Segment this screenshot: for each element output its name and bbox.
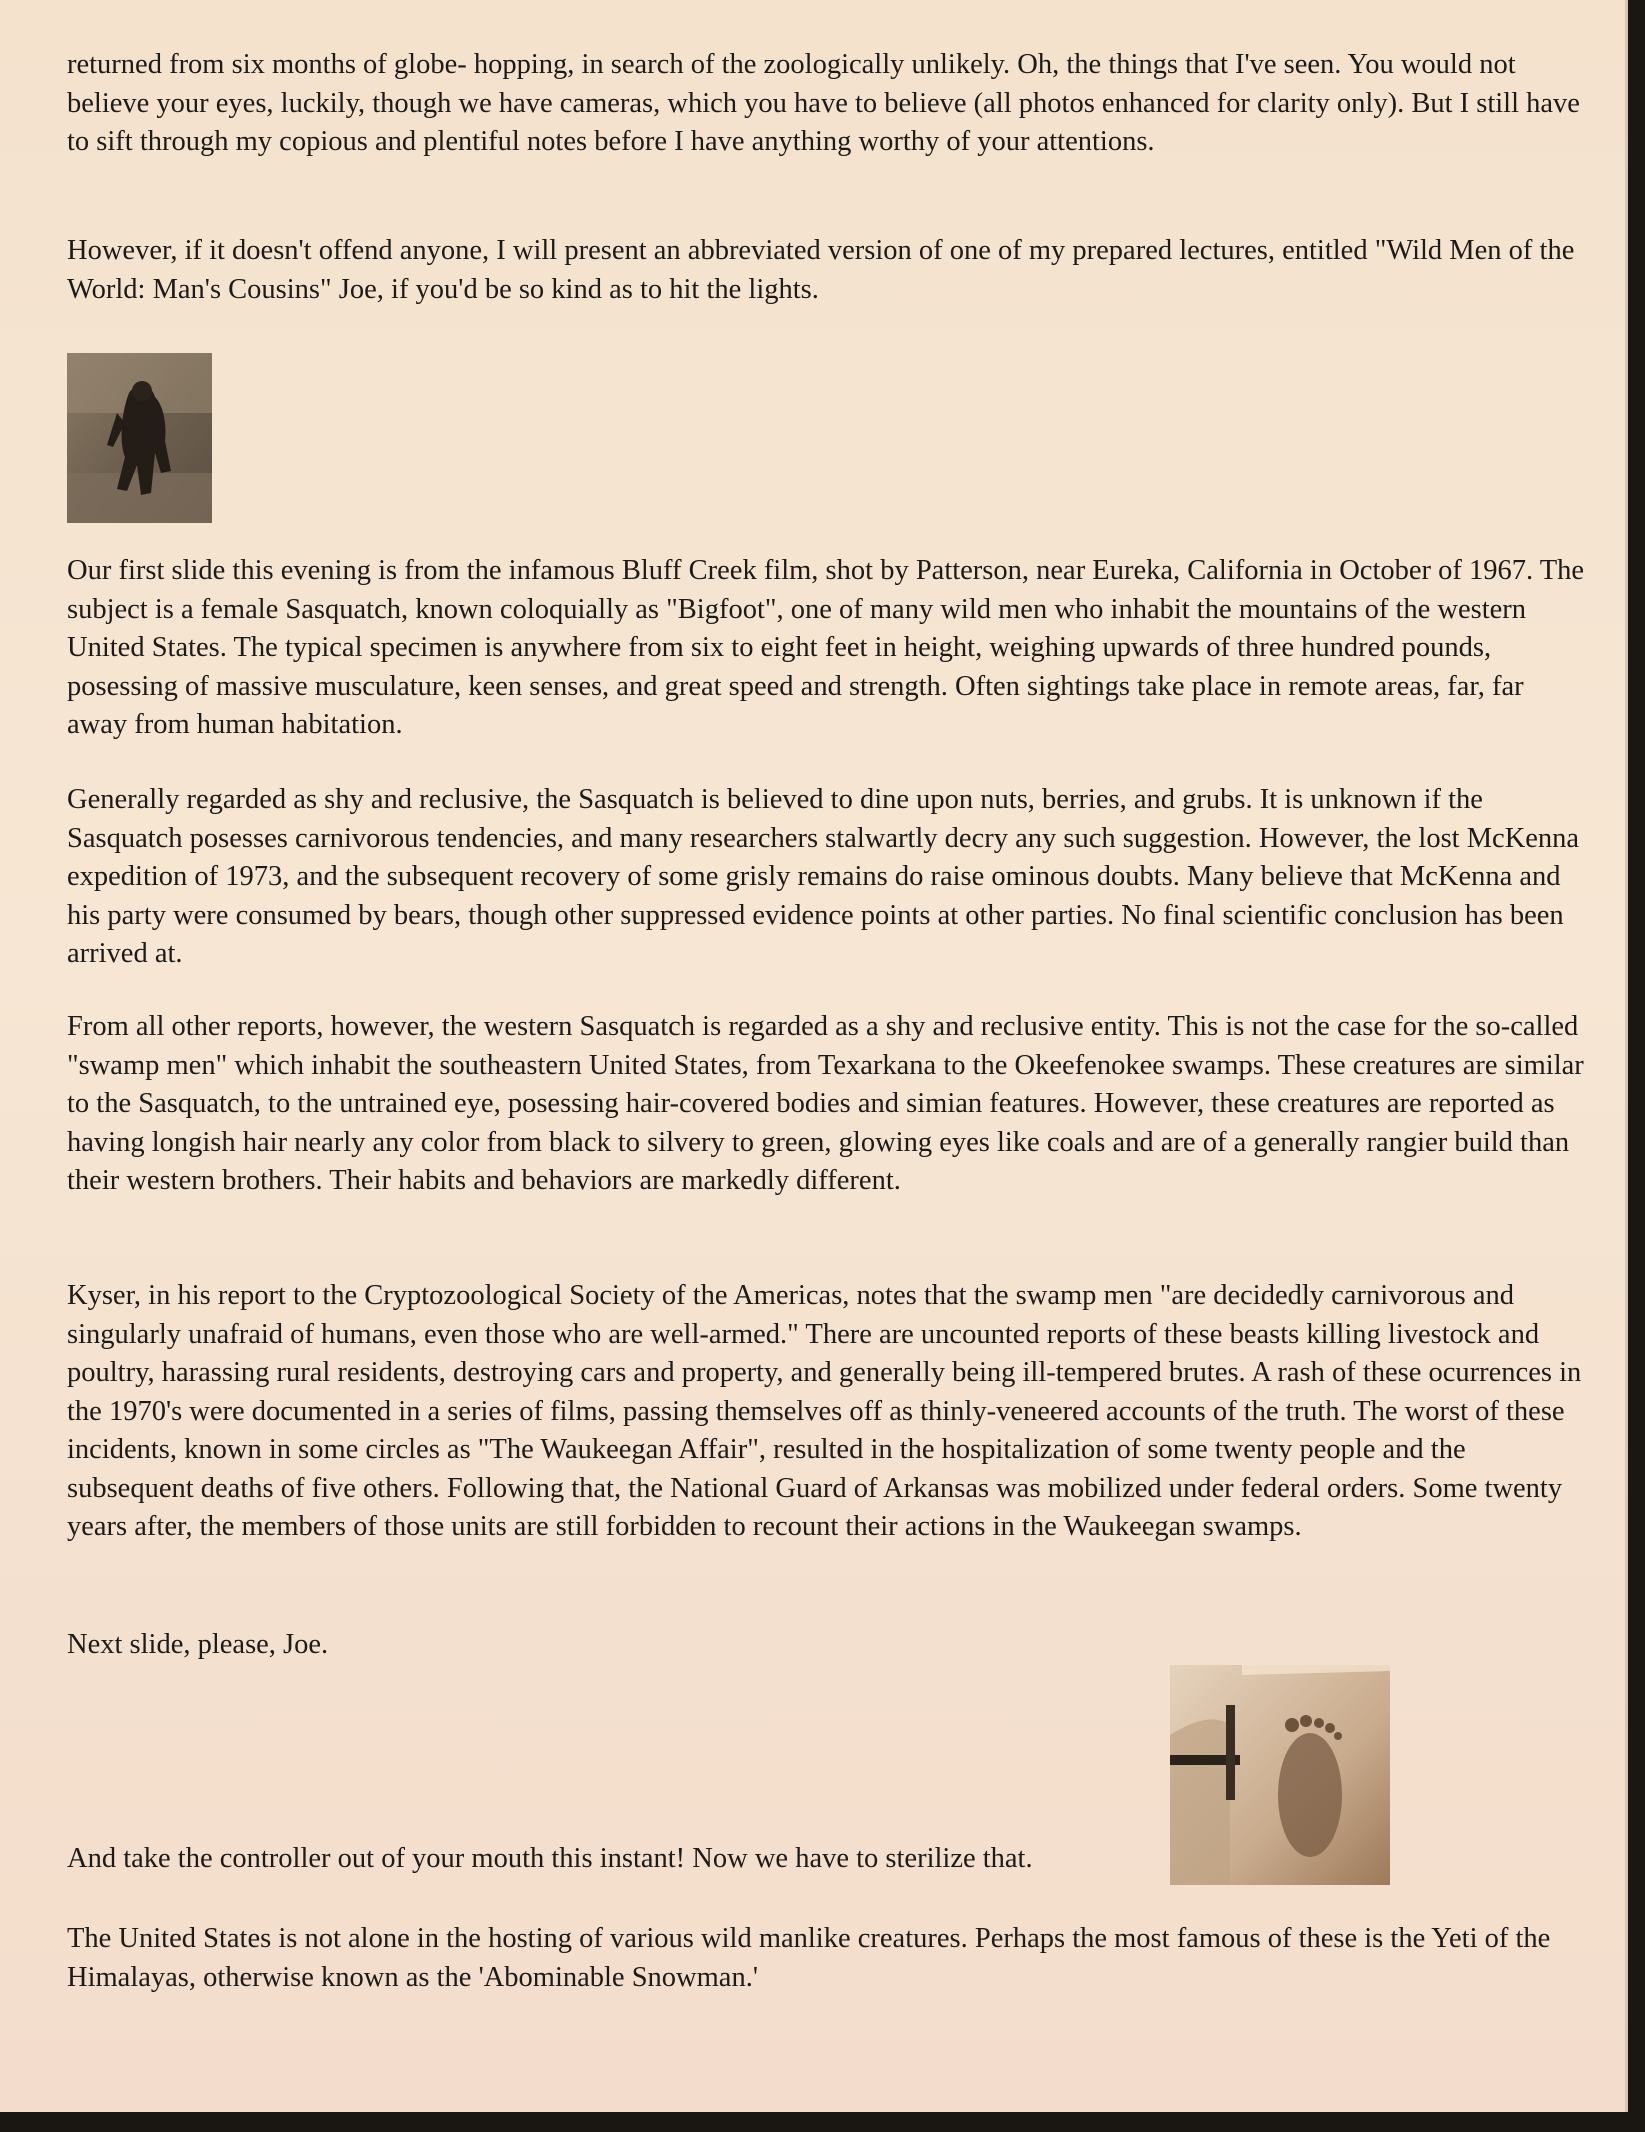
paragraph-controller: And take the controller out of your mouth this instant! Now we have to sterilize that. xyxy=(67,1843,1033,1874)
footprint-cast-photo xyxy=(1170,1665,1390,1885)
paragraph-diet: Generally regarded as shy and reclusive, the Sasquatch is believed to dine upon nuts, berries, and grubs. It is unknown if the Sasquatch posesses carnivorous tendencies, and many researchers stalwartly decry any such suggestion. However, the lost McKenna expedition of 1973, and the subsequent recovery of some grisly remains do raise ominous doubts. Many believe that McKenna and his party were consumed by bears, though other suppressed evidence points at other parties. No final scientific conclusion has been arrived at. xyxy=(67,784,1580,969)
bigfoot-photo xyxy=(67,353,212,523)
paragraph-kyser-report: Kyser, in his report to the Cryptozoological Society of the Americas, notes that the swamp men "are decidedly carnivorous and singularly unafraid of humans, even those who are well-armed." There are uncounted reports of these beasts killing livestock and poultry, harassing rural residents, destroying cars and property, and generally being ill-tempered brutes. A rash of these ocurrences in the 1970's were documented in a series of films, passing themselves off as thinly-veneered accounts of the truth. The worst of these incidents, known in some circles as "The Waukeegan Affair", resulted in the hospitalization of some twenty people and the subsequent deaths of five others. Following that, the National Guard of Arkansas was mobilized under federal orders. Some twenty years after, the members of those units are still forbidden to recount their actions in the Waukeegan swamps. xyxy=(67,1280,1582,1542)
paragraph-yeti: The United States is not alone in the hosting of various wild manlike creatures. Perhaps the most famous of these is the Yeti of the Himalayas, otherwise known as the 'Abominable Snowman.' xyxy=(67,1923,1551,1993)
paragraph-lecture: However, if it doesn't offend anyone, I will present an abbreviated version of one of my prepared lectures, entitled "Wild Men of the World: Man's Cousins" Joe, if you'd be so kind as to hit the lights. xyxy=(67,235,1575,305)
paragraph-bluff-creek: Our first slide this evening is from the infamous Bluff Creek film, shot by Patterson, near Eureka, California in October of 1967. The subject is a female Sasquatch, known coloquially as "Bigfoot", one of many wild men who inhabit the mountains of the western United States. The typical specimen is anywhere from six to eight feet in height, weighing upwards of three hundred pounds, posessing of massive musculature, keen senses, and great speed and strength. Often sightings take place in remote areas, far, far away from human habitation. xyxy=(67,555,1585,740)
paragraph-intro: returned from six months of globe- hopping, in search of the zoologically unlikely. Oh, the things that I've seen. You would not believe your eyes, luckily, though we have cameras, which you have to believe (all photos enhanced for clarity only). But I still have to sift through my copious and plentiful notes before I have anything worthy of your attentions. xyxy=(67,49,1580,157)
paragraph-swamp-men: From all other reports, however, the western Sasquatch is regarded as a shy and reclusive entity. This is not the case for the so-called "swamp men" which inhabit the southeastern United States, from Texarkana to the Okeefenokee swamps. These creatures are similar to the Sasquatch, to the untrained eye, posessing hair-covered bodies and simian features. However, these creatures are reported as having longish hair nearly any color from black to silvery to green, glowing eyes like coals and are of a generally rangier build than their western brothers. Their habits and behaviors are markedly different. xyxy=(67,1011,1584,1196)
paragraph-next-slide: Next slide, please, Joe. xyxy=(67,1629,329,1660)
